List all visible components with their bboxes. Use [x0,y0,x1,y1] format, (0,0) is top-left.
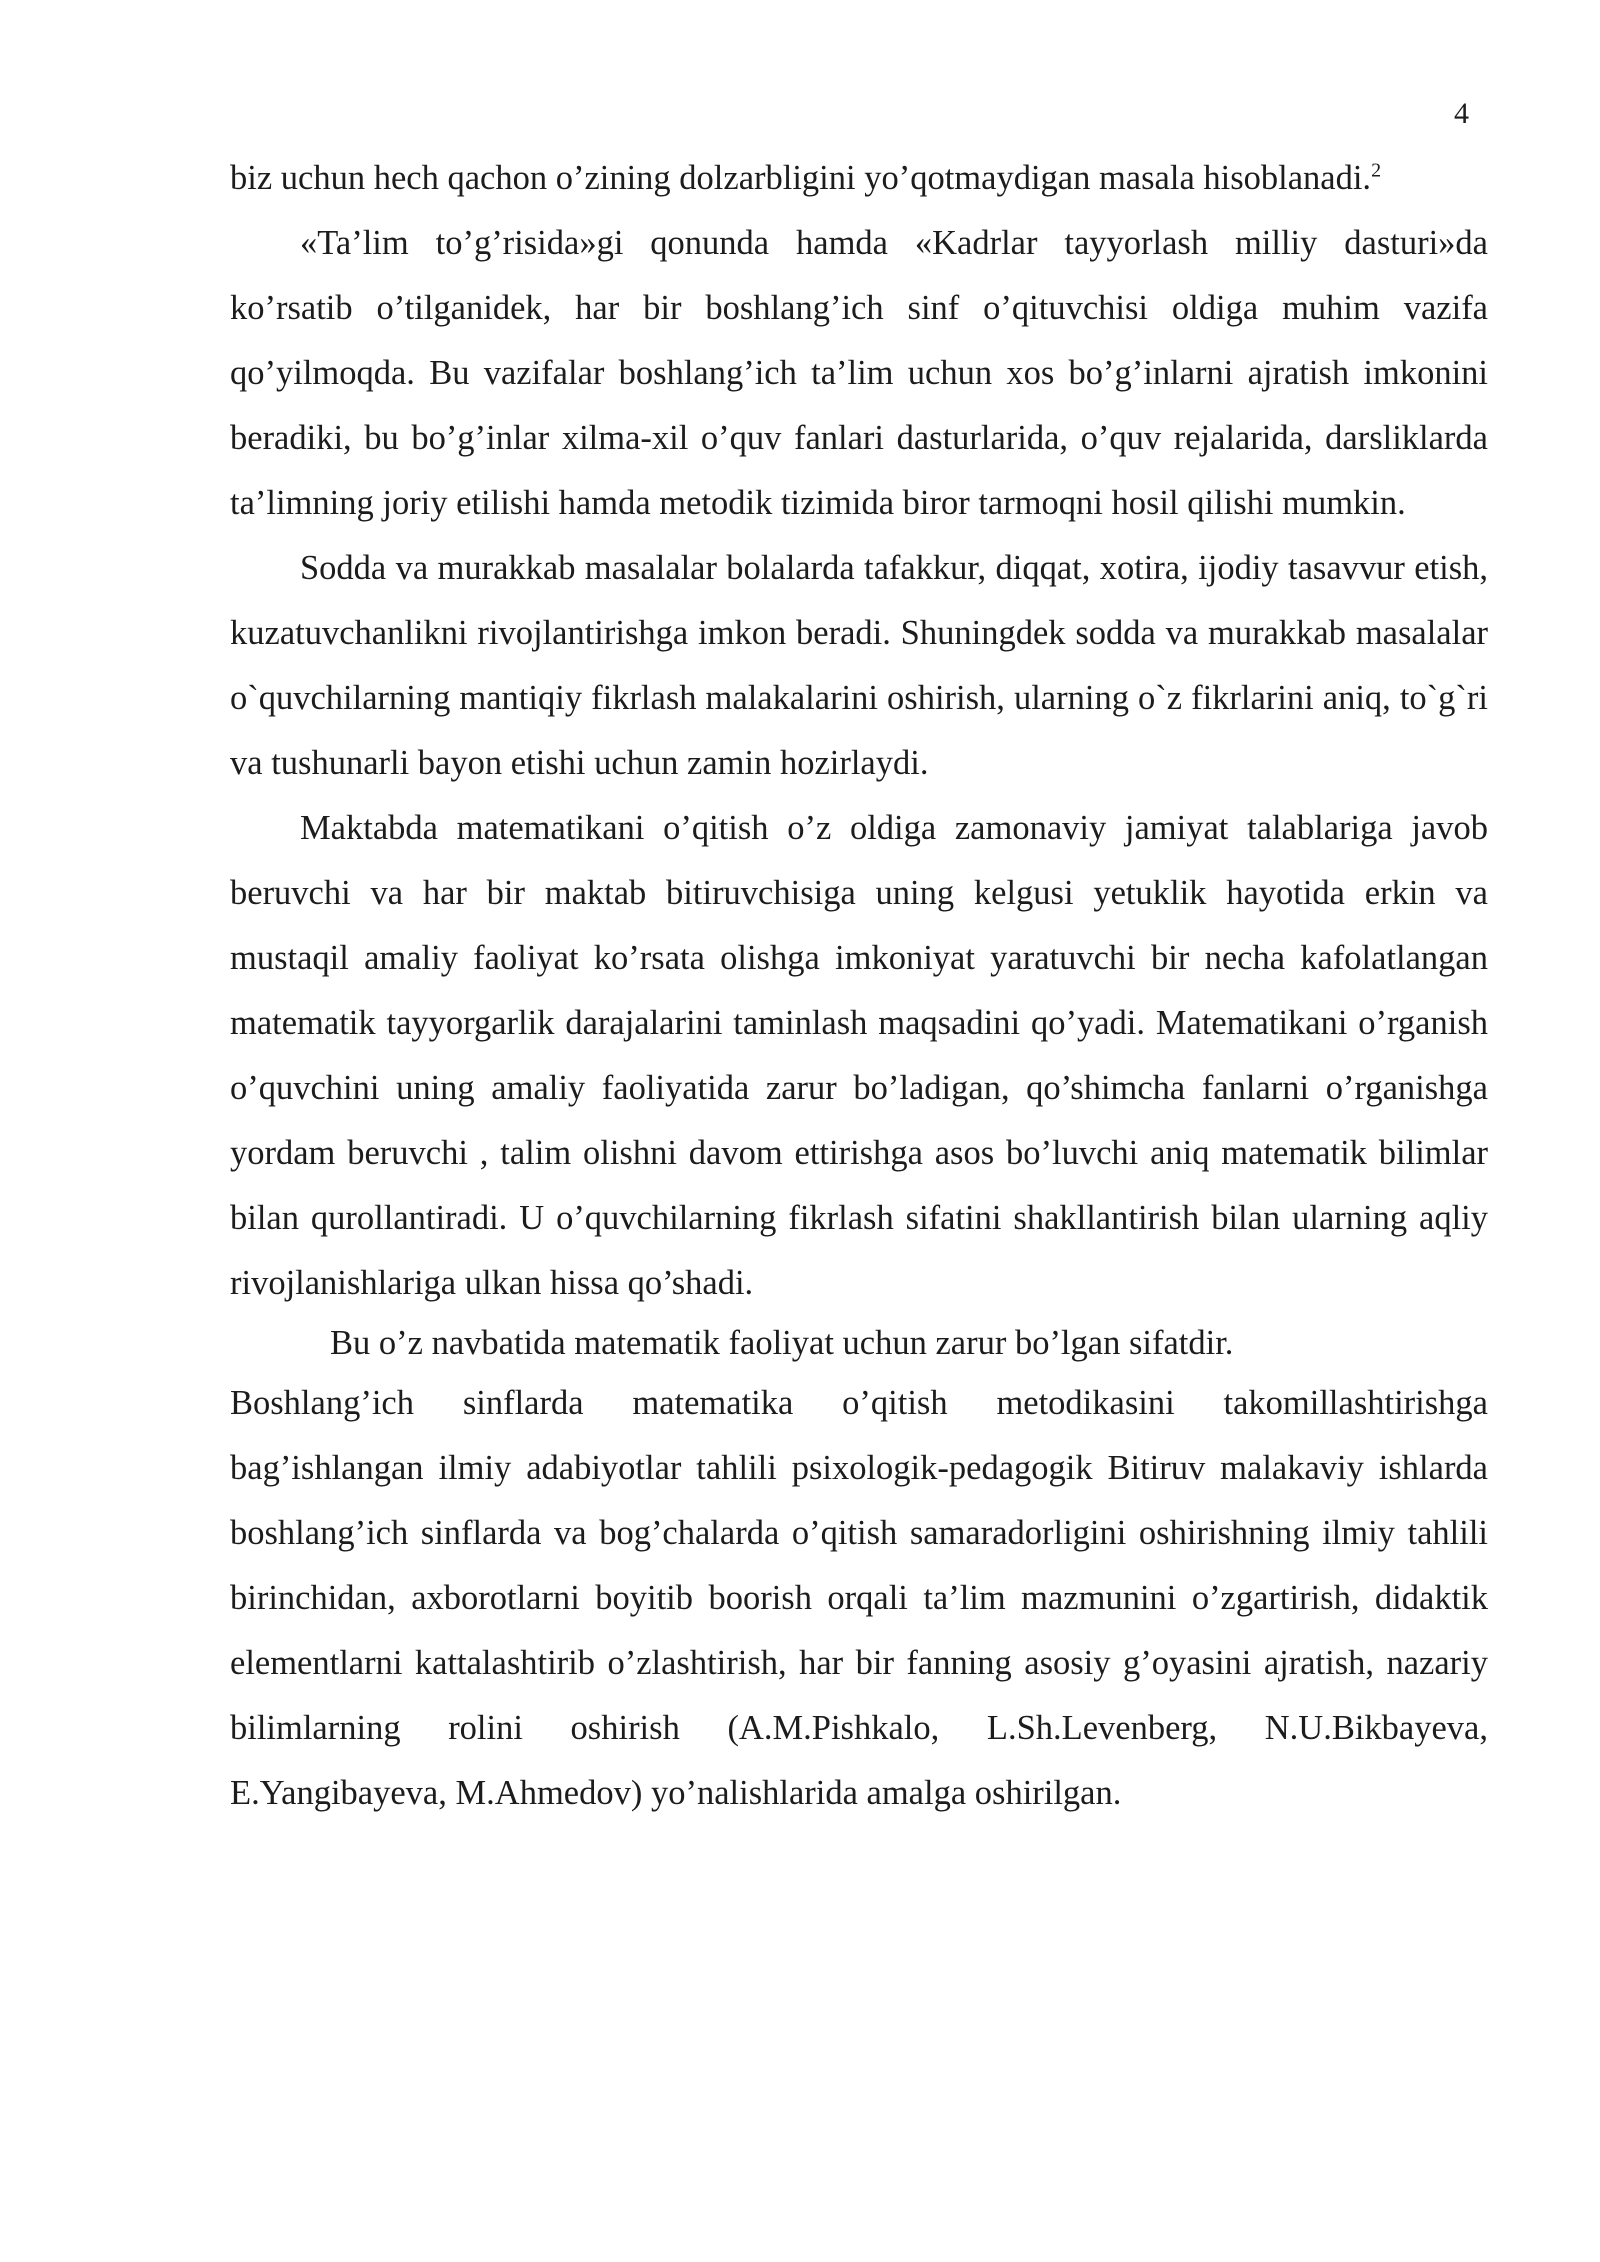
paragraph-4: Maktabda matematikani o’qitish o’z oldiga zamonaviy jamiyat talablariga javob beruvchi va har bir maktab bitiruvchisiga uning kelgusi yetuklik hayotida erkin va mustaqil amaliy faoliyat ko’rsata olishga imkoniyat yaratuvchi bir necha kafolatlangan matematik tayyorgarlik darajalarini taminlash maqsadini qo’yadi. Matematikani o’rganish o’quvchini uning amaliy faoliyatida zarur bo’ladigan, qo’shimcha fanlarni o’rganishga yordam beruvchi , talim olishni davom ettirishga asos bo’luvchi aniq matematik bilimlar bilan qurollantiradi. U o’quvchilarning fikrlash sifatini shakllantirish bilan ularning aqliy rivojlanishlariga ulkan hissa qo’shadi. [230,809,1488,1302]
paragraph-3: Sodda va murakkab masalalar bolalarda tafakkur, diqqat, xotira, ijodiy tasavvur etish, kuzatuvchanlikni rivojlantirishga imkon beradi. Shuningdek sodda va murakkab masalalar o`quvchilarning mantiqiy fikrlash malakalarini oshirish, ularning o`z fikrlarini aniq, to`g`ri va tushunarli bayon etishi uchun zamin hozirlaydi. [230,549,1488,782]
paragraph-1 [230,146,1488,211]
page-number: 4 [1454,97,1469,130]
body-text [230,146,1488,1826]
paragraph-2: «Ta’lim to’g’risida»gi qonunda hamda «Kadrlar tayyorlash milliy dasturi»da ko’rsatib o’tilganidek, har bir boshlang’ich sinf o’qituvchisi oldiga muhim vazifa qo’yilmoqda. Bu vazifalar boshlang’ich ta’lim uchun xos bo’g’inlarni ajratish imkonini beradiki, bu bo’g’inlar xilma-xil o’quv fanlari dasturlarida, o’quv rejalarida, darsliklarda ta’limning joriy etilishi hamda metodik tizimida biror tarmoqni hosil qilishi mumkin. [230,224,1488,522]
footnote-marker[interactable]: 2 [1371,159,1382,182]
paragraph-5: Bu o’z navbatida matematik faoliyat uchun zarur bo’lgan sifatdir. [330,1324,1234,1362]
paragraph-6: Boshlang’ich sinflarda matematika o’qitish metodikasini takomillashtirishga bag’ishlangan ilmiy adabiyotlar tahlili psixologik-pedagogik Bitiruv malakaviy ishlarda boshlang’ich sinflarda va bog’chalarda o’qitish samaradorligini oshirishning ilmiy tahlili birinchidan, axborotlarni boyitib boorish orqali ta’lim mazmunini o’zgartirish, didaktik elementlarni kattalashtirib o’zlashtirish, har bir fanning asosiy g’oyasini ajratish, nazariy bilimlarning rolini oshirish (A.M.Pishkalo, L.Sh.Levenberg, N.U.Bikbayeva, E.Yangibayeva, M.Ahmedov) yo’nalishlarida amalga oshirilgan. [230,1384,1488,1812]
paragraph-1-text: biz uchun hech qachon o’zining dolzarbligini yo’qotmaydigan masala hisoblanadi. [230,159,1372,197]
